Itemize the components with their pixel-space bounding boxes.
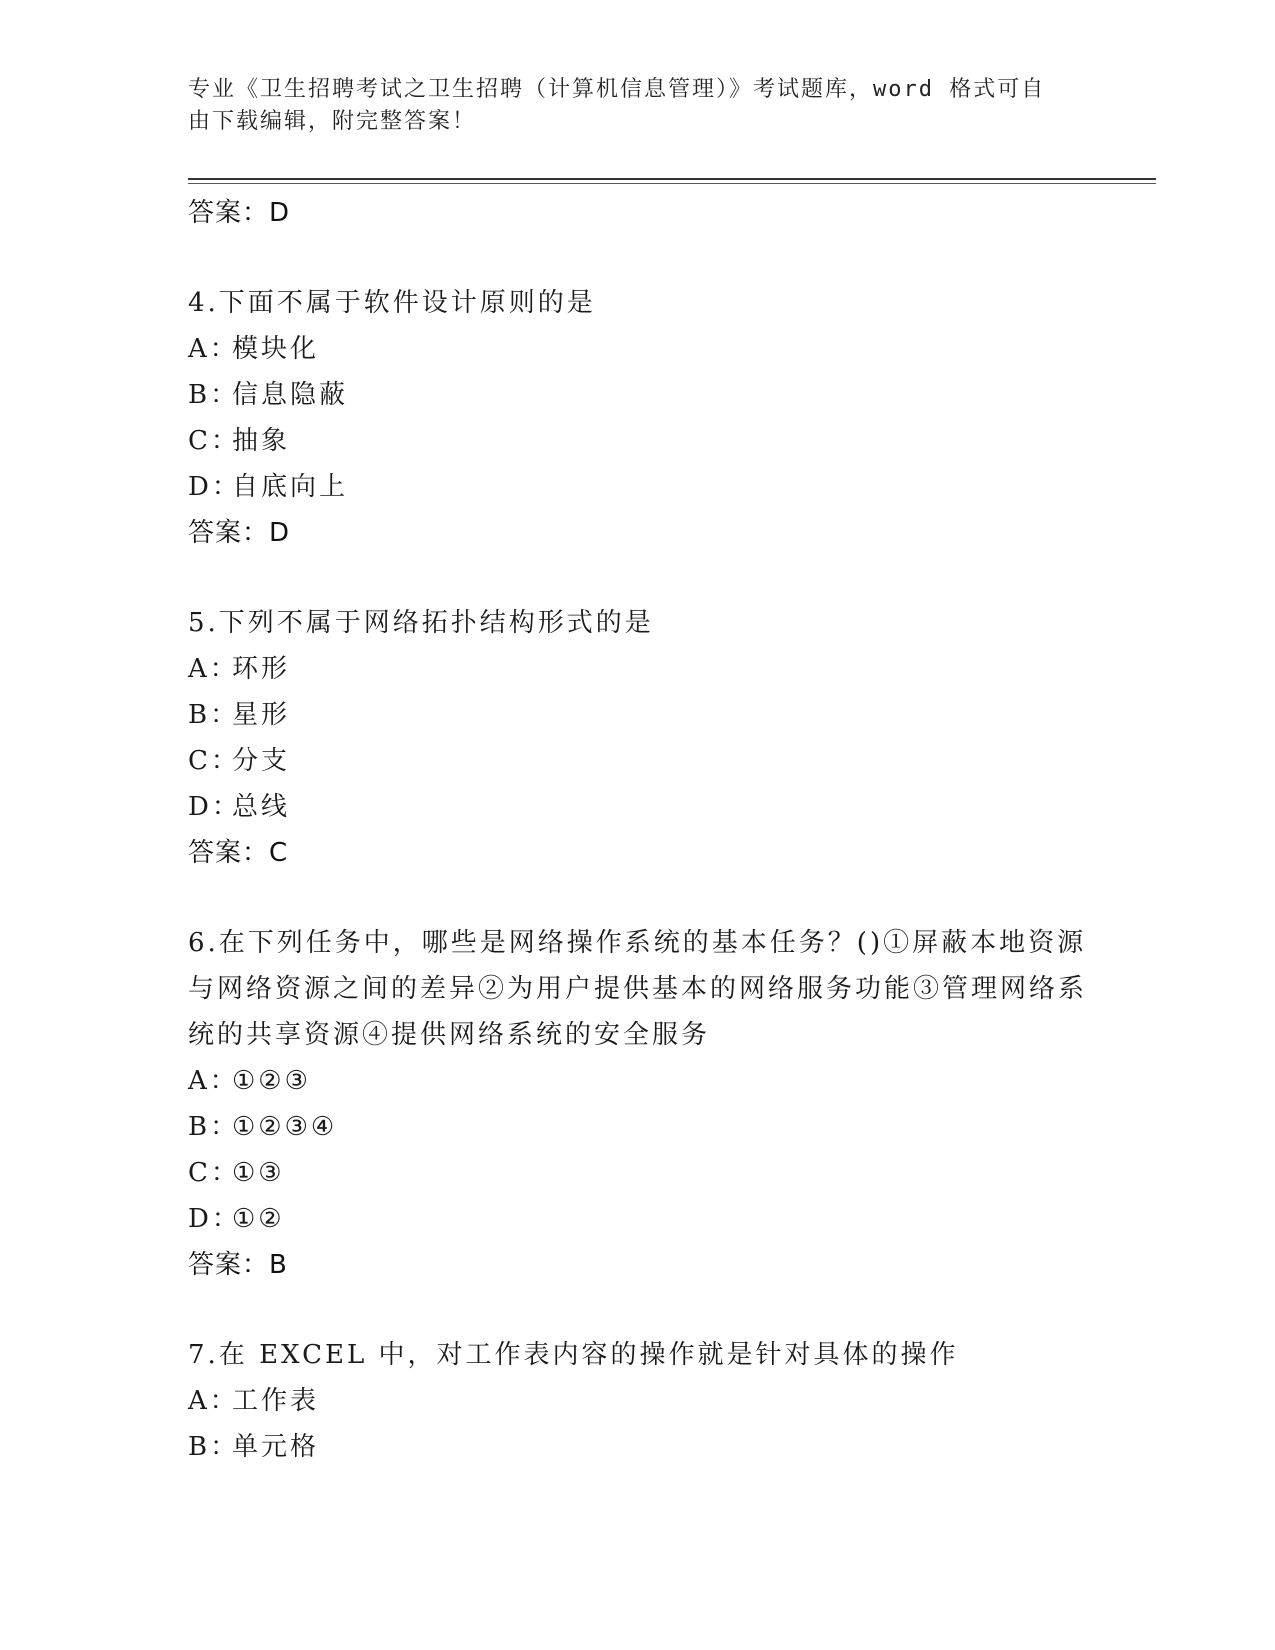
option-key: B：	[188, 1432, 240, 1462]
option-a	[188, 1378, 1088, 1424]
option-text: ①②③④	[232, 1112, 338, 1142]
option-key: D：	[188, 1204, 241, 1234]
option-d	[188, 1196, 1088, 1242]
answer-line: 答案：D	[188, 518, 291, 548]
option-key: C：	[188, 746, 240, 776]
question-item-6	[188, 920, 1088, 1288]
option-b	[188, 1104, 1088, 1150]
answer-line: 答案：D	[188, 198, 291, 228]
option-b	[188, 372, 1088, 418]
answer-line: 答案：B	[188, 1250, 288, 1280]
option-key: C：	[188, 426, 240, 456]
question-stem: 4.下面不属于软件设计原则的是	[188, 288, 596, 318]
option-text: 抽象	[232, 426, 291, 456]
option-key: D：	[188, 472, 241, 502]
option-key: A：	[188, 1386, 239, 1416]
option-text: 分支	[232, 746, 291, 776]
option-c	[188, 418, 1088, 464]
option-key: D：	[188, 792, 241, 822]
question-stem: 6.在下列任务中，哪些是网络操作系统的基本任务？()①屏蔽本地资源与网络资源之间的差异②为用户提供基本的网络服务功能③管理网络系统的共享资源④提供网络系统的安全服务	[188, 928, 1088, 1050]
header-divider-thick	[188, 178, 1156, 180]
option-text: ①②③	[232, 1066, 311, 1096]
option-b	[188, 1424, 1088, 1470]
question-stem: 5.下列不属于网络拓扑结构形式的是	[188, 608, 654, 638]
option-key: B：	[188, 1112, 240, 1142]
option-text: 信息隐蔽	[232, 380, 349, 410]
option-c	[188, 738, 1088, 784]
option-key: A：	[188, 654, 239, 684]
option-text: 环形	[232, 654, 291, 684]
option-a	[188, 646, 1088, 692]
option-d	[188, 784, 1088, 830]
question-item-7	[188, 1332, 1088, 1470]
option-text: ①②	[232, 1204, 285, 1234]
question-item-4	[188, 280, 1088, 556]
option-d	[188, 464, 1088, 510]
option-a	[188, 1058, 1088, 1104]
option-text: ①③	[232, 1158, 285, 1188]
option-text: 自底向上	[232, 472, 349, 502]
question-stem: 7.在 EXCEL 中，对工作表内容的操作就是针对具体的操作	[188, 1340, 959, 1370]
option-text: 单元格	[232, 1432, 320, 1462]
option-key: B：	[188, 700, 240, 730]
option-key: A：	[188, 334, 239, 364]
option-a	[188, 326, 1088, 372]
option-text: 总线	[232, 792, 291, 822]
document-header-note: 专业《卫生招聘考试之卫生招聘（计算机信息管理）》考试题库，word 格式可自由下载编辑，附完整答案！	[188, 77, 1046, 134]
question-list	[188, 190, 1088, 1470]
answer-line: 答案：C	[188, 838, 289, 868]
option-key: A：	[188, 1066, 239, 1096]
option-key: C：	[188, 1158, 240, 1188]
option-key: B：	[188, 380, 240, 410]
option-b	[188, 692, 1088, 738]
option-text: 星形	[232, 700, 291, 730]
header-divider-thin	[188, 183, 1156, 184]
option-c	[188, 1150, 1088, 1196]
question-item-5	[188, 600, 1088, 876]
option-text: 模块化	[232, 334, 320, 364]
option-text: 工作表	[232, 1386, 320, 1416]
